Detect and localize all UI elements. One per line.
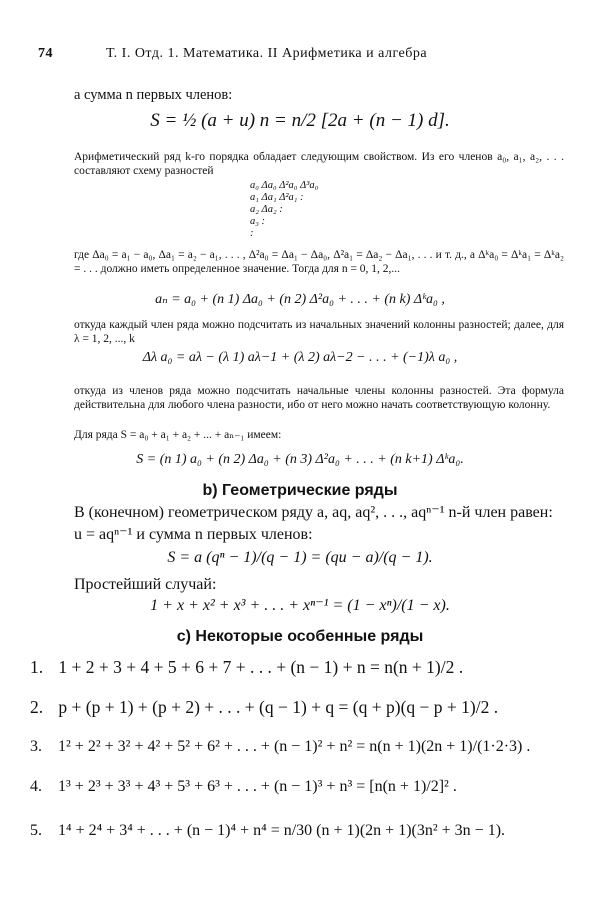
- sum-formula: S = ½ (a + u) n = n/2 [2a + (n − 1) d].: [150, 110, 450, 131]
- scheme-row: a₁ Δa₁ Δ²a₁ :: [250, 192, 304, 203]
- item-number: 3.: [30, 738, 42, 755]
- running-title: Т. I. Отд. 1. Математика. II Арифметика и алгебра: [106, 46, 428, 61]
- sum-intro: а сумма n первых членов:: [74, 87, 233, 103]
- difference-scheme: [250, 180, 318, 240]
- item-formula: 1⁴ + 2⁴ + 3⁴ + . . . + (n − 1)⁴ + n⁴ = n/30 (n + 1)(2n + 1)(3n² + 3n − 1).: [58, 822, 506, 839]
- scheme-row: :: [250, 228, 254, 239]
- scheme-row: a₀ Δa₀ Δ²a₀ Δ³a₀: [250, 180, 319, 191]
- item-number: 4.: [30, 778, 42, 795]
- item-number: 5.: [30, 822, 42, 839]
- simplest-formula: 1 + x + x² + x³ + . . . + xⁿ⁻¹ = (1 − xⁿ)/(1 − x).: [150, 597, 450, 614]
- lambda-formula: Δλ a₀ = aλ − (λ 1) aλ−1 + (λ 2) aλ−2 − . . . + (−1)λ a₀ ,: [142, 350, 458, 365]
- from-paragraph-2: откуда из членов ряда можно подсчитать начальные члены колонны разностей. Эта формула действительна для любого члена разности, ибо от него можно начать соответствующую колонну.: [74, 385, 564, 411]
- item-formula: 1³ + 2³ + 3³ + 4³ + 5³ + 6³ + . . . + (n − 1)³ + n³ = [n(n + 1)/2]² .: [58, 778, 457, 795]
- scheme-row: a₃ :: [250, 216, 266, 227]
- geometric-formula: S = a (qⁿ − 1)/(q − 1) = (qu − a)/(q − 1).: [167, 549, 433, 566]
- series-item: [30, 734, 570, 760]
- running-header: [38, 46, 562, 70]
- item-number: 1.: [30, 657, 44, 677]
- page-number: 74: [38, 46, 53, 61]
- series-item: [30, 694, 570, 720]
- scheme-row: a₂ Δa₂ :: [250, 204, 283, 215]
- geometric-heading: b) Геометрические ряды: [202, 482, 398, 499]
- series-item: [30, 654, 570, 680]
- geometric-paragraph: В (конечном) геометрическом ряду a, aq, aq², . . ., aqⁿ⁻¹ n-й член равен: u = aqⁿ⁻¹ и сумма n первых членов:: [74, 504, 553, 543]
- item-formula: p + (p + 1) + (p + 2) + . . . + (q − 1) + q = (q + p)(q − p + 1)/2 .: [58, 697, 499, 717]
- special-heading: c) Некоторые особенные ряды: [176, 628, 424, 645]
- from-paragraph: откуда каждый член ряда можно подсчитать из начальных значений колонны разностей; далее, для λ = 1, 2, ..., k: [74, 319, 564, 345]
- series-paragraph: Для ряда S = a₀ + a₁ + a₂ + ... + aₙ₋₁ имеем:: [74, 429, 282, 441]
- property-paragraph: Арифметический ряд k-го порядка обладает следующим свойством. Из его членов a₀, a₁, a₂, . . . составляют схему разностей: [74, 151, 564, 177]
- item-formula: 1² + 2² + 3² + 4² + 5² + 6² + . . . + (n − 1)² + n² = n(n + 1)(2n + 1)/(1·2·3) .: [58, 738, 531, 755]
- an-formula: aₙ = a₀ + (n 1) Δa₀ + (n 2) Δ²a₀ + . . . + (n k) Δᵏa₀ ,: [155, 292, 445, 307]
- series-item: [30, 818, 570, 844]
- where-paragraph: где Δa₀ = a₁ − a₀, Δa₁ = a₂ − a₁, . . . , Δ²a₀ = Δa₁ − Δa₀, Δ²a₁ = Δa₂ − Δa₁, . . . и т. д., а Δᵏa₀ = Δᵏa₁ = Δᵏa₂ = . . . должно иметь определенное значение. Тогда для n = 0, 1, 2,...: [74, 249, 564, 275]
- series-item: [30, 774, 570, 800]
- item-formula: 1 + 2 + 3 + 4 + 5 + 6 + 7 + . . . + (n − 1) + n = n(n + 1)/2 .: [58, 657, 464, 677]
- series-formula: S = (n 1) a₀ + (n 2) Δa₀ + (n 3) Δ²a₀ + . . . + (n k+1) Δᵏa₀.: [136, 452, 464, 467]
- item-number: 2.: [30, 697, 44, 717]
- simplest-case: Простейший случай:: [74, 576, 217, 593]
